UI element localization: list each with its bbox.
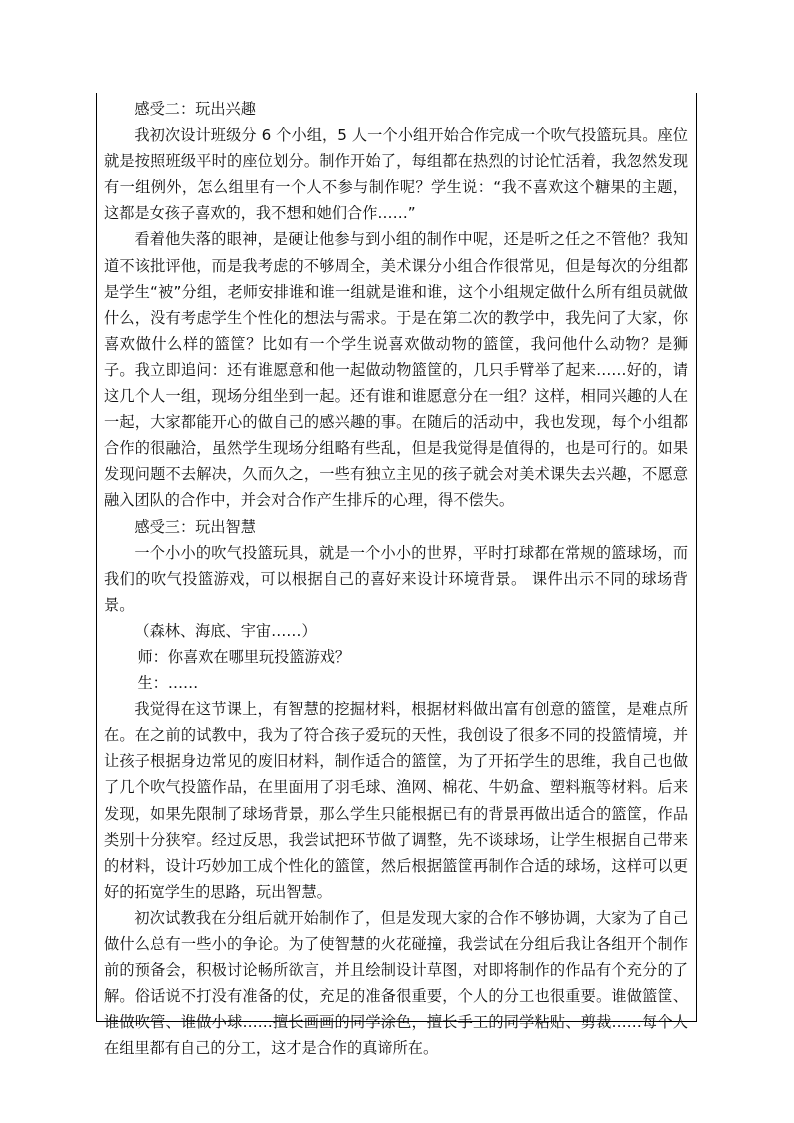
paragraph: 我觉得在这节课上，有智慧的挖掘材料，根据材料做出富有创意的篮筐，是难点所在。在之前的试教中，我为了符合孩子爱玩的天性，我创设了很多不同的投篮情境，并让孩子根据身边常见的废旧材料，制作适合的篮筐，为了开拓学生的思维，我自己也做了几个吹气投篮作品，在里面用了羽毛球、渔网、棉花、牛奶盒、塑料瓶等材料。后来发现，如果先限制了球场背景，那么学生只能根据已有的背景再做出适合的篮筐，作品类别十分狭窄。经过反思，我尝试把环节做了调整，先不谈球场，让学生根据自己带来的材料，设计巧妙加工成个性化的篮筐，然后根据篮筐再制作合适的球场，这样可以更好的拓宽学生的思路，玩出智慧。 xyxy=(104,700,688,901)
paragraph: 师：你喜欢在哪里玩投篮游戏？ xyxy=(137,647,351,666)
paragraph: 我初次设计班级分 6 个小组，5 人一个小组开始合作完成一个吹气投篮玩具。座位就是按照班级平时的座位划分。制作开始了，每组都在热烈的讨论忙活着，我忽然发现有一组例外，怎么组里有一个人不参与制作呢？学生说：“我不喜欢这个糖果的主题，这都是女孩子喜欢的，我不想和她们合作……” xyxy=(104,126,688,223)
section-heading-wisdom: 感受三：玩出智慧 xyxy=(134,517,256,536)
section-heading-interest: 感受二：玩出兴趣 xyxy=(134,100,256,118)
paragraph: 看着他失落的眼神，是硬让他参与到小组的制作中呢，还是听之任之不管他？我知道不该批评他，而是我考虑的不够周全，美术课分小组合作很常见，但是每次的分组都是学生“被”分组，老师安排谁和谁一组就是谁和谁，这个小组规定做什么所有组员就做什么，没有考虑学生个性化的想法与需求。于是在第二次的教学中，我先问了大家，你喜欢做什么样的篮筐？比如有一个学生说喜欢做动物的篮筐，我问他什么动物？是狮子。我立即追问：还有谁愿意和他一起做动物篮筐的，几只手臂举了起来……好的，请这几个人一组，现场分组坐到一起。还有谁和谁愿意分在一组？这样，相同兴趣的人在一起，大家都能开心的做自己的感兴趣的事。在随后的活动中，我也发现，每个小组都合作的很融洽，虽然学生现场分组略有些乱，但是我觉得是值得的，也是可行的。如果发现问题不去解决，久而久之，一些有独立主见的孩子就会对美术课失去兴趣，不愿意融入团队的合作中，并会对合作产生排斥的心理，得不偿失。 xyxy=(104,230,688,510)
paragraph: （森林、海底、宇宙……） xyxy=(134,621,317,640)
paragraph: 初次试教我在分组后就开始制作了，但是发现大家的合作不够协调，大家为了自己做什么总有一些小的争论。为了使智慧的火花碰撞，我尝试在分组后我让各组开个制作前的预备会，积极讨论畅所欲言，并且绘制设计草图，对即将制作的作品有个充分的了解。俗话说不打没有准备的仗，充足的准备很重要，个人的分工也很重要。谁做篮筐、谁做吹管、谁做小球……擅长画画的同学涂色，擅长手工的同学粘贴、剪裁……每个人在组里都有自己的分工，这才是合作的真谛所在。 xyxy=(104,908,688,1058)
paragraph: 生：…… xyxy=(137,674,199,693)
paragraph: 一个小小的吹气投篮玩具，就是一个小小的世界，平时打球都在常规的篮球场，而我们的吹气投篮游戏，可以根据自己的喜好来设计环境背景。 课件出示不同的球场背景。 xyxy=(104,543,688,614)
document-body xyxy=(104,96,688,1061)
